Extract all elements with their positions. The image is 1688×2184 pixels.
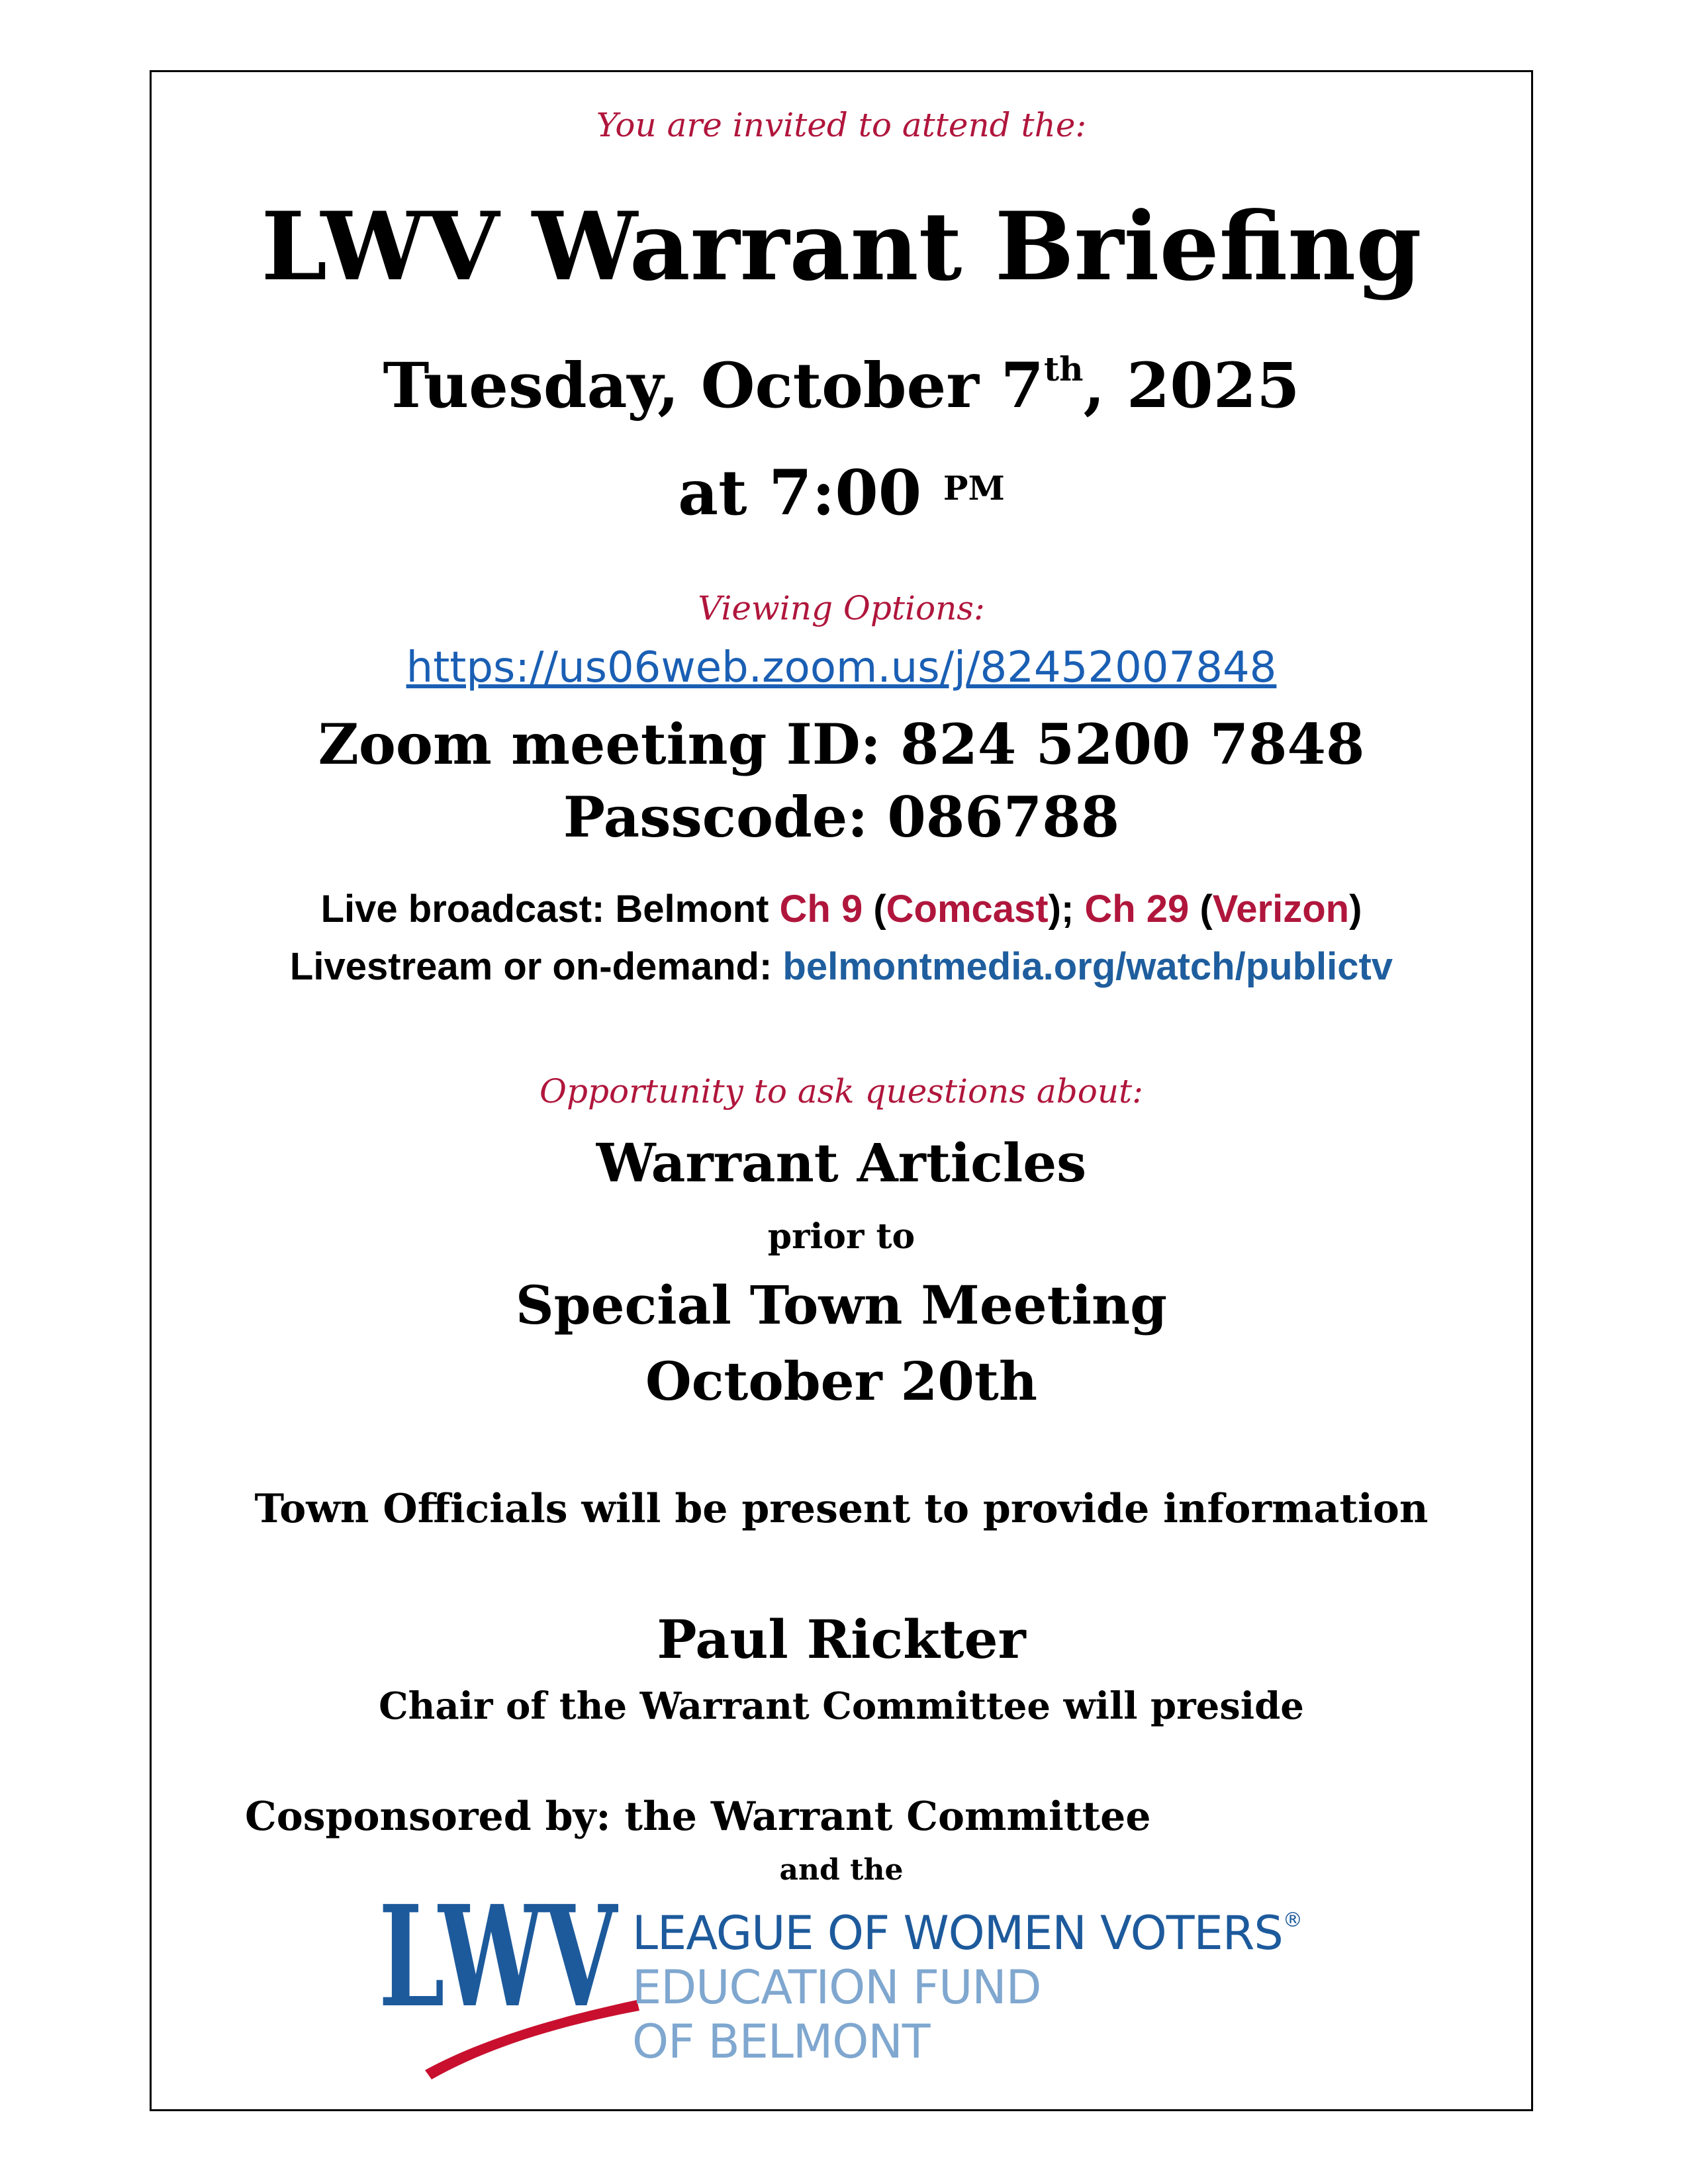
channel-9: Ch 9 (779, 887, 863, 931)
paren-close-1: ); (1048, 887, 1085, 931)
provider-verizon: Verizon (1212, 887, 1350, 931)
zoom-link-row (150, 643, 1533, 692)
special-town-meeting: Special Town Meeting (515, 1274, 1168, 1336)
logo-registered-mark: ® (1282, 1909, 1302, 1932)
presider-name: Paul Rickter (657, 1608, 1026, 1670)
presider-role: Chair of the Warrant Committee will preside (379, 1684, 1304, 1728)
cosponsor-and-the: and the (779, 1853, 904, 1887)
live-broadcast-line (150, 887, 1533, 931)
date-suffix: , 2025 (1083, 349, 1300, 422)
zoom-passcode: Passcode: 086788 (563, 784, 1120, 850)
event-date (150, 349, 1533, 422)
livestream-url[interactable]: belmontmedia.org/watch/publictv (782, 945, 1393, 988)
date-ordinal: th (1044, 349, 1084, 388)
viewing-options-heading: Viewing Options: (698, 589, 985, 627)
lwv-letters: LWV (379, 1875, 619, 2038)
warrant-articles: Warrant Articles (596, 1132, 1087, 1194)
invite-line: You are invited to attend the: (596, 106, 1087, 144)
page-title: LWV Warrant Briefing (261, 192, 1422, 302)
livestream-line (150, 944, 1533, 989)
questions-heading: Opportunity to ask questions about: (539, 1072, 1143, 1111)
broadcast-label: Live broadcast: Belmont (320, 887, 780, 931)
livestream-label: Livestream or on-demand: (289, 945, 783, 988)
logo-line-1 (632, 1906, 1302, 1960)
prior-to: prior to (767, 1216, 915, 1257)
date-prefix: Tuesday, October 7 (383, 349, 1044, 422)
provider-comcast: Comcast (886, 887, 1049, 931)
channel-29: Ch 29 (1084, 887, 1190, 931)
event-time (150, 457, 1533, 529)
logo-line-2: EDUCATION FUND (632, 1960, 1041, 2015)
logo-line-3: OF BELMONT (632, 2015, 930, 2069)
zoom-meeting-id: Zoom meeting ID: 824 5200 7848 (318, 711, 1365, 777)
cosponsor-line: Cosponsored by: the Warrant Committee (245, 1794, 1151, 1840)
time-prefix: at 7:00 (678, 457, 922, 529)
officials-note: Town Officials will be present to provide information (254, 1486, 1429, 1532)
time-meridiem: PM (943, 469, 1005, 508)
lwv-logo (377, 1875, 1317, 2091)
paren-close-2: ) (1349, 887, 1362, 931)
paren-open-2: ( (1189, 887, 1213, 931)
lwv-mark-icon (377, 1875, 642, 2091)
zoom-link[interactable]: https://us06web.zoom.us/j/82452007848 (406, 643, 1277, 692)
meeting-date: October 20th (645, 1350, 1037, 1412)
paren-open-1: ( (863, 887, 886, 931)
logo-line-1-text: LEAGUE OF WOMEN VOTERS (632, 1906, 1283, 1960)
